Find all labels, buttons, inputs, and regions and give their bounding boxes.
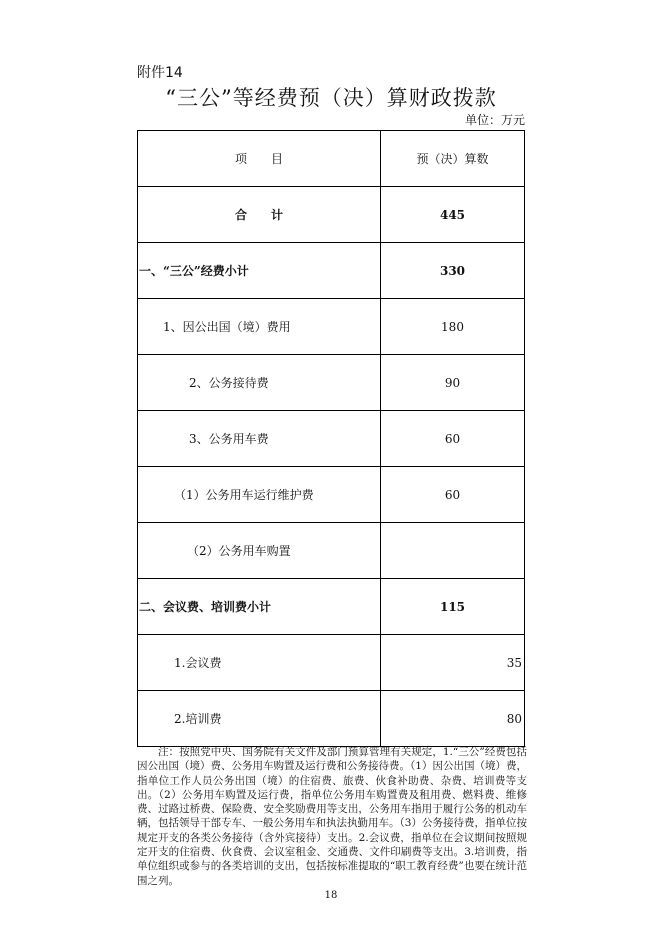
row-item-vehicle: 3、公务用车费 [138, 411, 381, 467]
budget-table [137, 130, 525, 747]
unit-label: 单位：万元 [464, 113, 525, 127]
table-row [138, 187, 525, 243]
row-amount-total: 445 [381, 187, 525, 243]
table-row [138, 243, 525, 299]
table-row [138, 691, 525, 747]
row-amount-vehicle: 60 [381, 411, 525, 467]
row-amount-meeting-training-subtotal: 115 [381, 579, 525, 635]
table-header-row [138, 131, 525, 187]
attachment-label: 附件14 [137, 65, 183, 81]
row-amount-vehicle-purchase [381, 523, 525, 579]
table-row [138, 467, 525, 523]
row-item-overseas: 1、因公出国（境）费用 [138, 299, 381, 355]
table-row [138, 523, 525, 579]
table-row [138, 579, 525, 635]
row-item-meeting-training-subtotal: 二、会议费、培训费小计 [138, 579, 381, 635]
row-amount-training: 80 [381, 691, 525, 747]
row-item-training: 2.培训费 [138, 691, 381, 747]
table-row [138, 411, 525, 467]
table-row [138, 355, 525, 411]
row-amount-sangong-subtotal: 330 [381, 243, 525, 299]
row-item-vehicle-maintenance: （1）公务用车运行维护费 [138, 467, 381, 523]
footnote: 注：按照党中央、国务院有关文件及部门预算管理有关规定，1.“三公”经费包括因公出国（境）费、公务用车购置及运行费和公务接待费。（1）因公出国（境）费，指单位工作人员公务出国（境）的住宿费、旅费、伙食补助费、杂费、培训费等支出。（2）公务用车购置及运行费，指单位公务用车购置费及租用费、燃料费、维修费、过路过桥费、保险费、安全奖励费用等支出，公务用车指用于履行公务的机动车辆，包括领导干部专车、一般公务用车和执法执勤用车。（3）公务接待费，指单位按规定开支的各类公务接待（含外宾接待）支出。2.会议费，指单位在会议期间按照规定开支的住宿费、伙食费、会议室租金、交通费、文件印刷费等支出。3.培训费，指单位组织或参与的各类培训的支出，包括按标准提取的“职工教育经费”也要在统计范围之列。 [137, 746, 527, 887]
table-row [138, 635, 525, 691]
table-row [138, 299, 525, 355]
row-item-meeting: 1.会议费 [138, 635, 381, 691]
row-item-vehicle-purchase: （2）公务用车购置 [138, 523, 381, 579]
row-amount-vehicle-maintenance: 60 [381, 467, 525, 523]
row-amount-reception: 90 [381, 355, 525, 411]
header-item: 项 目 [138, 131, 381, 187]
row-amount-meeting: 35 [381, 635, 525, 691]
row-item-sangong-subtotal: 一、“三公”经费小计 [138, 243, 381, 299]
header-amount: 预（决）算数 [381, 131, 525, 187]
row-amount-overseas: 180 [381, 299, 525, 355]
row-item-total: 合 计 [138, 187, 381, 243]
row-item-reception: 2、公务接待费 [138, 355, 381, 411]
page-number: 18 [324, 890, 338, 901]
page-title: “三公”等经费预（决）算财政拨款 [165, 86, 497, 110]
